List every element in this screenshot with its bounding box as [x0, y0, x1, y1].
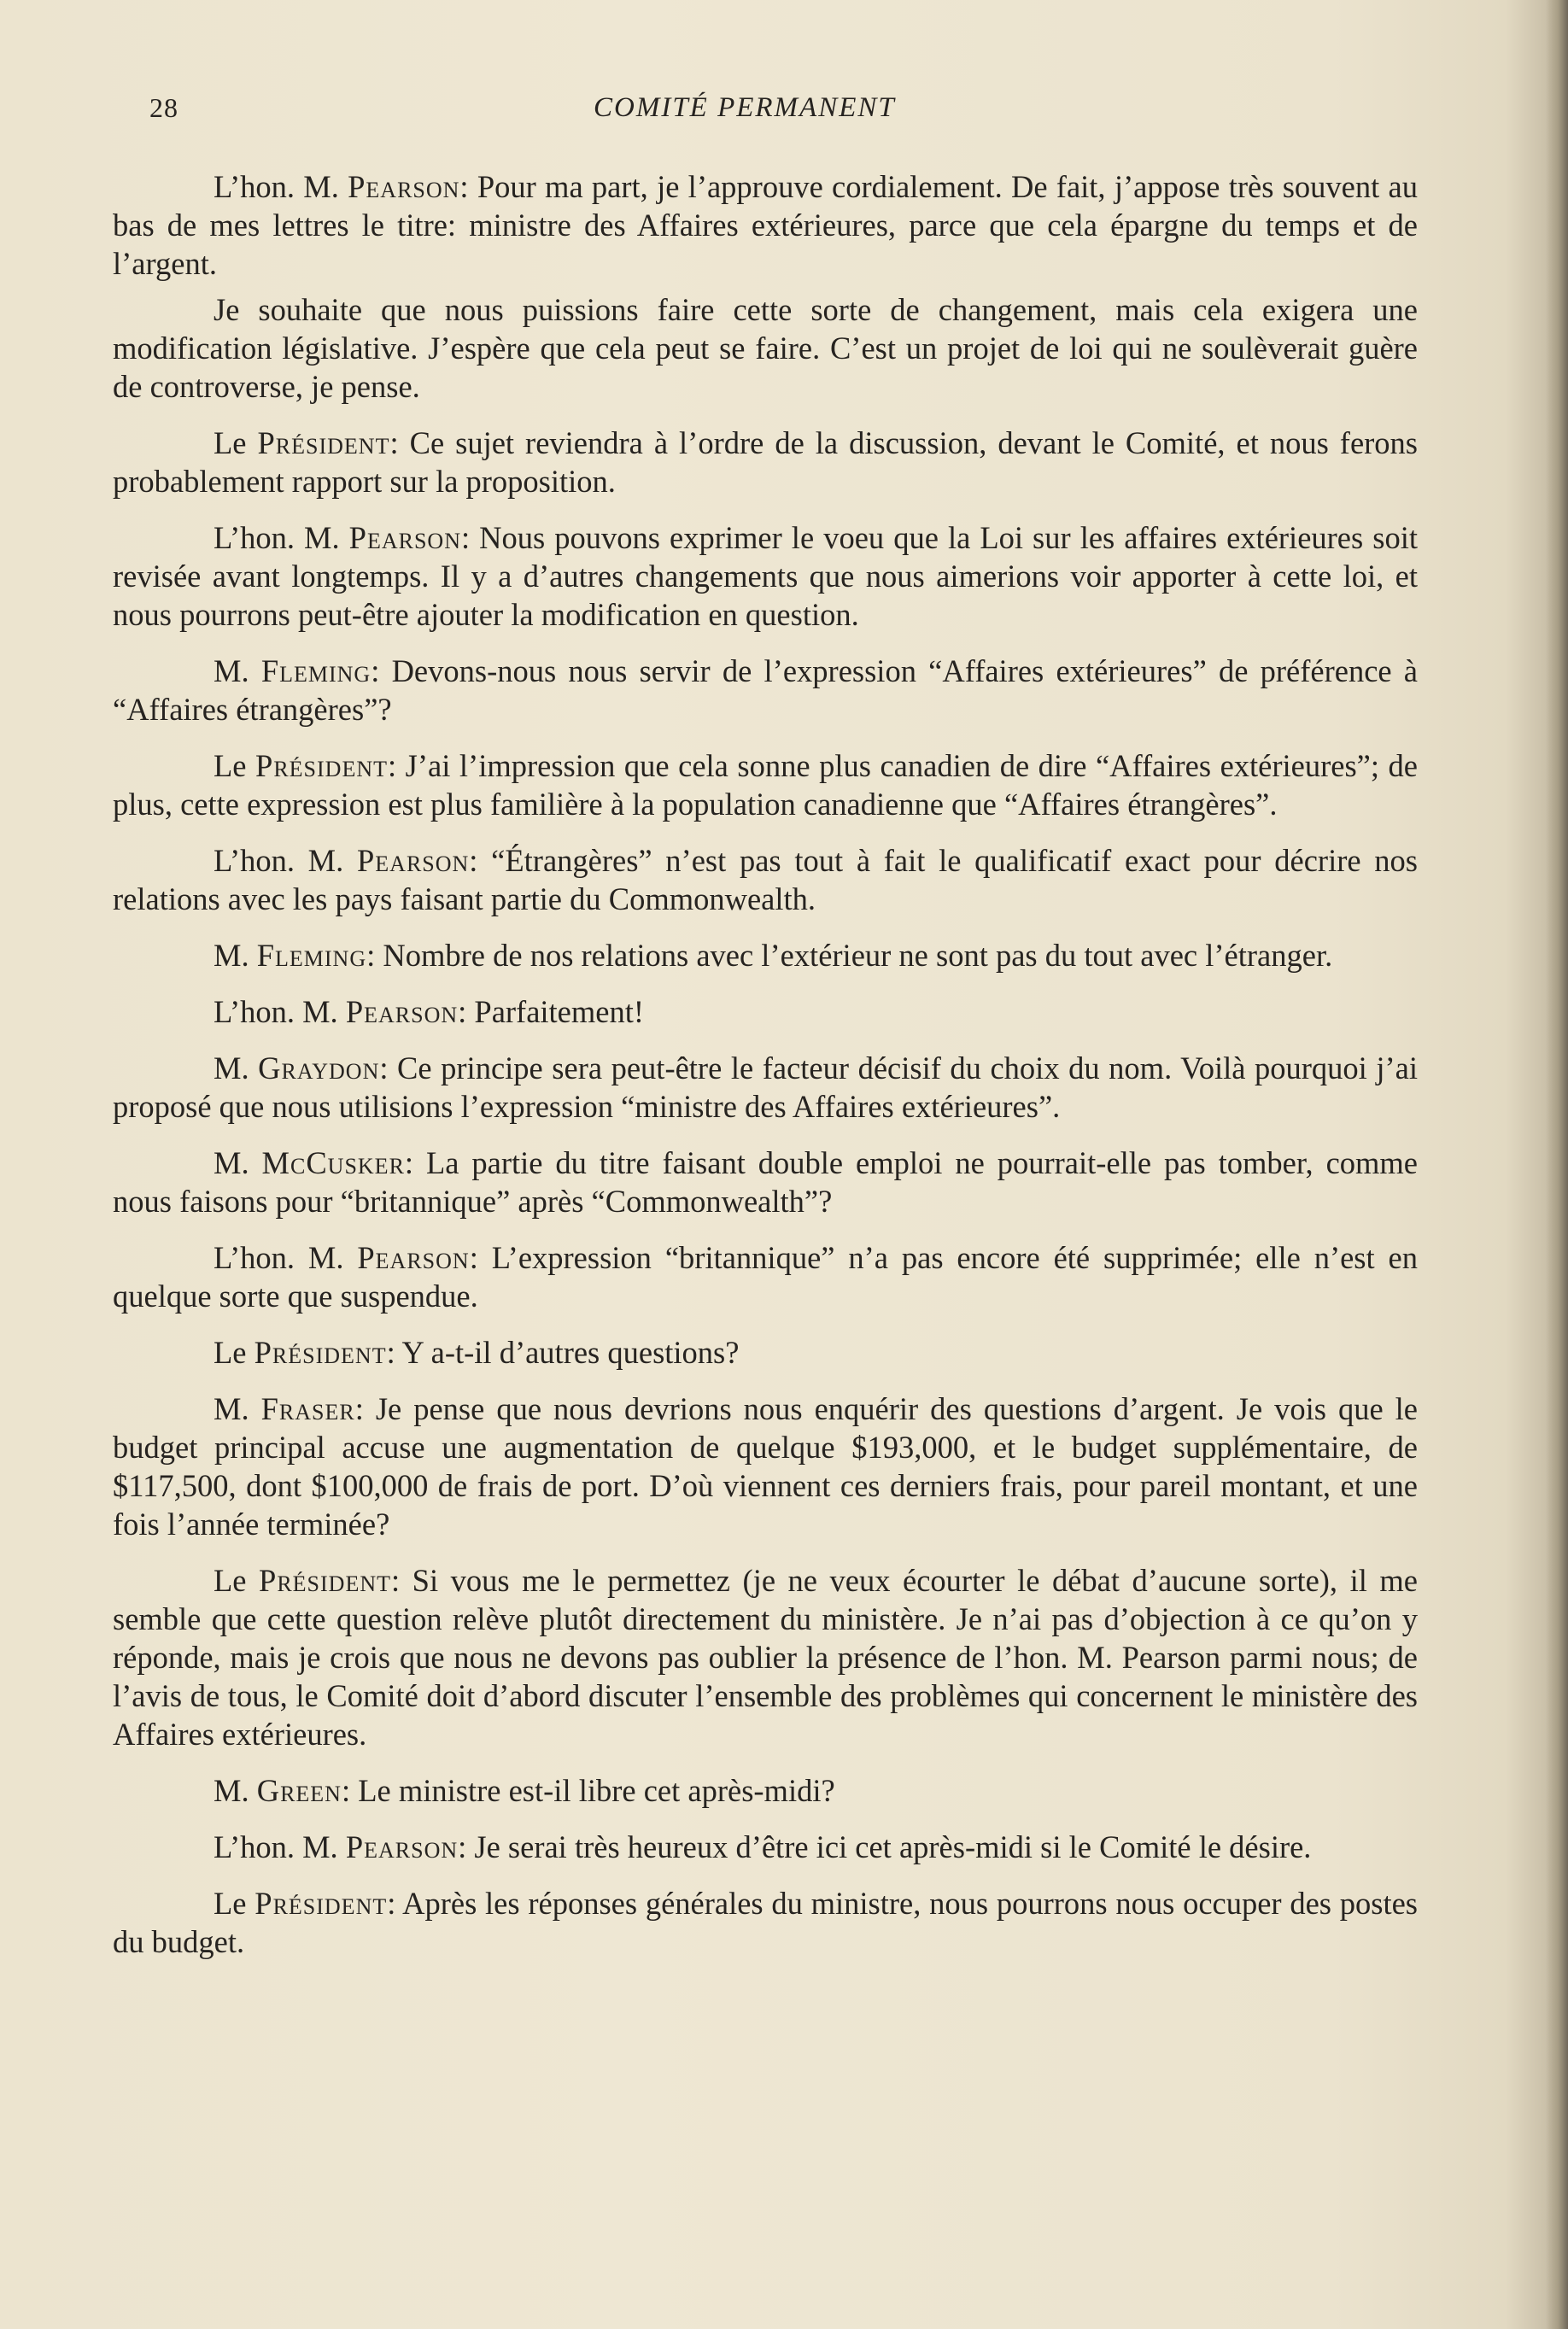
- speaker-name: Pearson: [357, 1240, 470, 1275]
- paragraph-green: [113, 1771, 1418, 1810]
- paragraph-pearson-5: [113, 1238, 1418, 1315]
- paragraph-fleming-1: [113, 652, 1418, 729]
- speaker-name: Pearson: [345, 1829, 459, 1864]
- speaker-name: Graydon: [258, 1050, 380, 1086]
- speaker-prefix: Le: [214, 1886, 247, 1921]
- paragraph-text: : Y a-t-il d’autres questions?: [386, 1335, 740, 1370]
- speaker-prefix: Le: [214, 1335, 247, 1370]
- paragraph-graydon: [113, 1049, 1418, 1126]
- paragraph-fleming-2: [113, 936, 1418, 974]
- speaker-name: Fleming: [256, 938, 367, 973]
- speaker-name: Président: [255, 748, 388, 783]
- paragraph-pearson-2: [113, 518, 1418, 634]
- transcript-body: [113, 167, 1418, 1979]
- speaker-prefix: L’hon. M.: [214, 520, 340, 555]
- paragraph-text: Je souhaite que nous puissions faire cette sorte de changement, mais cela exigera une modification législative. J’espère que cela peut se faire. C’est un projet de loi qui ne soulèverait guère de controverse, je pense.: [113, 292, 1418, 404]
- speaker-prefix: M.: [214, 1145, 249, 1180]
- paragraph-text: : Nombre de nos relations avec l’extérieur ne sont pas du tout avec l’étranger.: [366, 938, 1333, 973]
- speaker-prefix: Le: [214, 425, 247, 460]
- speaker-prefix: M.: [214, 1773, 249, 1808]
- speaker-prefix: L’hon. M.: [214, 843, 344, 878]
- speaker-name: Pearson: [348, 169, 460, 204]
- paragraph-text: : J’ai l’impression que cela sonne plus canadien de dire “Affaires extérieures”; de plus, cette expression est plus familière à la population canadienne que “Affaires étrangères”.: [113, 748, 1419, 822]
- speaker-prefix: M.: [214, 653, 249, 688]
- speaker-name: Président: [254, 1335, 387, 1370]
- speaker-name: Pearson: [348, 520, 461, 555]
- paragraph-pearson-6: [113, 1828, 1418, 1866]
- paragraph-text: : Si vous me le permettez (je ne veux écourter le débat d’aucune sorte), il me semble que cette question relève plutôt directement du ministère. Je n’ai pas d’objection à ce qu’on y réponde, mais je crois que nous ne devons pas oublier la présence de l’hon. M. Pearson parmi nous; de l’avis de tous, le Comité doit d’abord discuter l’ensemble des problèmes qui concernent le ministère des Affaires extérieures.: [113, 1563, 1418, 1752]
- speaker-name: Fraser: [260, 1391, 355, 1426]
- speaker-prefix: L’hon. M.: [214, 1240, 344, 1275]
- speaker-name: Président: [257, 425, 390, 460]
- running-title: COMITÉ PERMANENT: [594, 92, 896, 123]
- paragraph-fraser: [113, 1390, 1418, 1543]
- paragraph-text: : Après les réponses générales du ministre, nous pourrons nous occuper des postes du budget.: [113, 1886, 1418, 1959]
- paragraph-president-4: [113, 1561, 1418, 1753]
- paragraph-president-3: [113, 1333, 1418, 1372]
- paragraph-president-5: [113, 1884, 1418, 1961]
- paragraph-text: : Parfaitement!: [458, 994, 645, 1029]
- speaker-prefix: M.: [214, 1050, 249, 1086]
- paragraph-text: : Devons-nous nous servir de l’expression “Affaires extérieures” de préférence à “Affaires étrangères”?: [113, 653, 1419, 727]
- paragraph-text: : Je serai très heureux d’être ici cet après-midi si le Comité le désire.: [458, 1829, 1312, 1864]
- speaker-prefix: M.: [214, 938, 249, 973]
- paragraph-text: : Pour ma part, je l’approuve cordialement. De fait, j’appose très souvent au bas de mes lettres le titre: ministre des Affaires extérieures, parce que cela épargne du temps et de l’argent.: [113, 169, 1418, 281]
- speaker-prefix: Le: [214, 1563, 247, 1598]
- page-header: [149, 92, 1431, 132]
- speaker-prefix: Le: [214, 748, 247, 783]
- paragraph-text: : Ce sujet reviendra à l’ordre de la discussion, devant le Comité, et nous ferons probablement rapport sur la proposition.: [113, 425, 1419, 499]
- speaker-name: Pearson: [345, 994, 459, 1029]
- paragraph-text: : Ce principe sera peut-être le facteur décisif du choix du nom. Voilà pourquoi j’ai proposé que nous utilisions l’expression “ministre des Affaires extérieures”.: [113, 1050, 1419, 1124]
- paragraph-text: : L’expression “britannique” n’a pas encore été supprimée; elle n’est en quelque sorte que suspendue.: [113, 1240, 1418, 1314]
- speaker-prefix: L’hon. M.: [214, 1829, 338, 1864]
- paragraph-pearson-continued: [113, 290, 1418, 406]
- speaker-name: Président: [259, 1563, 391, 1598]
- paragraph-text: : Le ministre est-il libre cet après-midi?: [341, 1773, 835, 1808]
- speaker-prefix: L’hon. M.: [214, 169, 339, 204]
- speaker-name: McCusker: [261, 1145, 405, 1180]
- page-binding-edge: [1546, 0, 1568, 2329]
- paragraph-text: : Je pense que nous devrions nous enquérir des questions d’argent. Je vois que le budget principal accuse une augmentation de quelque $193,000, et le budget supplémentaire, de $117,500, dont $100,000 de frais de port. D’où viennent ces derniers frais, pour pareil montant, et une fois l’année terminée?: [113, 1391, 1419, 1542]
- paragraph-text: : “Étrangères” n’est pas tout à fait le qualificatif exact pour décrire nos relations avec les pays faisant partie du Commonwealth.: [113, 843, 1418, 916]
- speaker-name: Président: [255, 1886, 388, 1921]
- paragraph-mccusker: [113, 1144, 1418, 1220]
- paragraph-text: : La partie du titre faisant double emploi ne pourrait-elle pas tomber, comme nous faisons pour “britannique” après “Commonwealth”?: [113, 1145, 1419, 1219]
- page-number: 28: [149, 92, 178, 123]
- paragraph-president-2: [113, 746, 1418, 823]
- speaker-name: Fleming: [260, 653, 372, 688]
- speaker-name: Pearson: [356, 843, 470, 878]
- speaker-prefix: M.: [214, 1391, 249, 1426]
- paragraph-president-1: [113, 424, 1418, 500]
- paragraph-pearson-1: [113, 167, 1418, 283]
- speaker-prefix: L’hon. M.: [214, 994, 338, 1029]
- paragraph-text: : Nous pouvons exprimer le voeu que la Loi sur les affaires extérieures soit revisée avant longtemps. Il y a d’autres changements que nous aimerions voir apporter à cette loi, et nous pourrons peut-être ajouter la modification en question.: [113, 520, 1418, 632]
- paragraph-pearson-3: [113, 841, 1418, 918]
- speaker-name: Green: [256, 1773, 342, 1808]
- paragraph-pearson-4: [113, 992, 1418, 1031]
